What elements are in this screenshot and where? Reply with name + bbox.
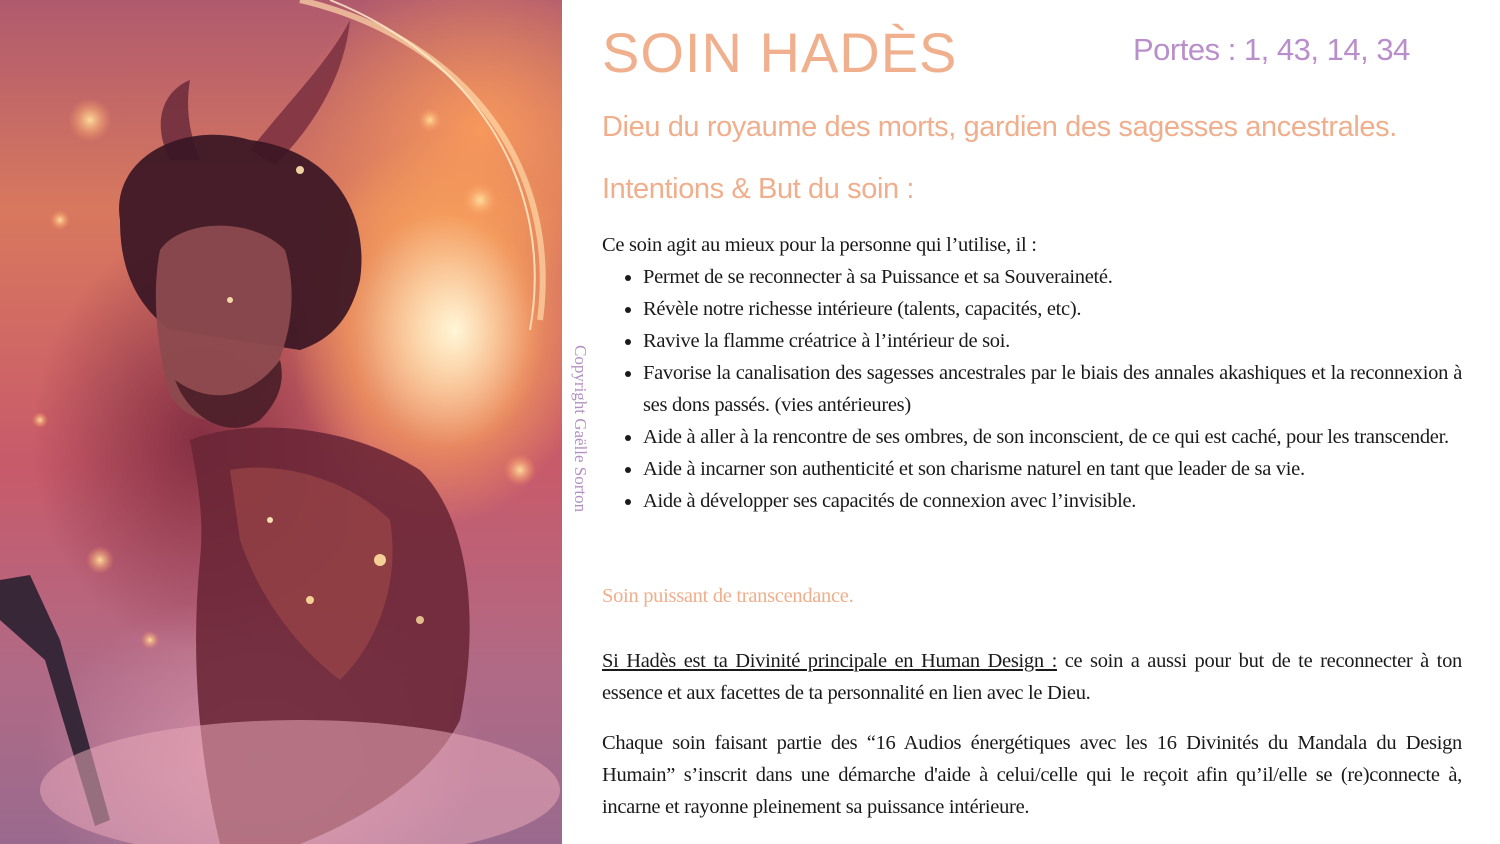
- list-item: • Permet de se reconnecter à sa Puissance et sa Souveraineté.: [643, 261, 1462, 293]
- closing-paragraph: Chaque soin faisant partie des “16 Audios énergétiques avec les 16 Divinités du Mandala du Design Humain” s’inscrit dans une démarche d'aide à celui/celle qui le reçoit afin qu’il/elle se (re)connecte à, incarne et rayonne pleinement sa puissance intérieure.: [602, 732, 1462, 818]
- list-item: • Aide à incarner son authenticité et son charisme naturel en tant que leader de sa vie.: [643, 453, 1462, 485]
- list-item: • Révèle notre richesse intérieure (talents, capacités, etc).: [643, 293, 1462, 325]
- hades-illustration: [0, 0, 562, 844]
- human-design-paragraph: [602, 645, 1462, 709]
- paragraph-text: ce soin a aussi pour but de te reconnecter à ton essence et aux facettes de ta personnalité en lien avec le Dieu.: [602, 650, 1462, 704]
- subtitle: Dieu du royaume des morts, gardien des sagesses ancestrales.: [602, 111, 1397, 143]
- intentions-list: [602, 261, 1462, 517]
- list-item: • Ravive la flamme créatrice à l’intérieur de soi.: [643, 325, 1462, 357]
- list-item: • Aide à développer ses capacités de connexion avec l’invisible.: [643, 485, 1462, 517]
- list-item: • Favorise la canalisation des sagesses ancestrales par le biais des annales akashiques et la reconnexion à ses dons passés. (vies antérieures): [643, 357, 1462, 421]
- underlined-heading: Si Hadès est ta Divinité principale en Human Design :: [602, 650, 1057, 672]
- copyright-text: Copyright Gaëlle Sorton: [571, 345, 590, 513]
- page-title: SOIN HADÈS: [602, 21, 958, 84]
- list-item: • Aide à aller à la rencontre de ses ombres, de son inconscient, de ce qui est caché, pour les transcender.: [643, 421, 1462, 453]
- intro-text: Ce soin agit au mieux pour la personne qui l’utilise, il :: [602, 234, 1037, 256]
- section-title: Intentions & But du soin :: [602, 173, 915, 205]
- portes-label: Portes : 1, 43, 14, 34: [1133, 32, 1410, 67]
- highlight-text: Soin puissant de transcendance.: [602, 585, 854, 607]
- hades-figure-art: [0, 0, 562, 844]
- intentions-content: [602, 229, 1462, 517]
